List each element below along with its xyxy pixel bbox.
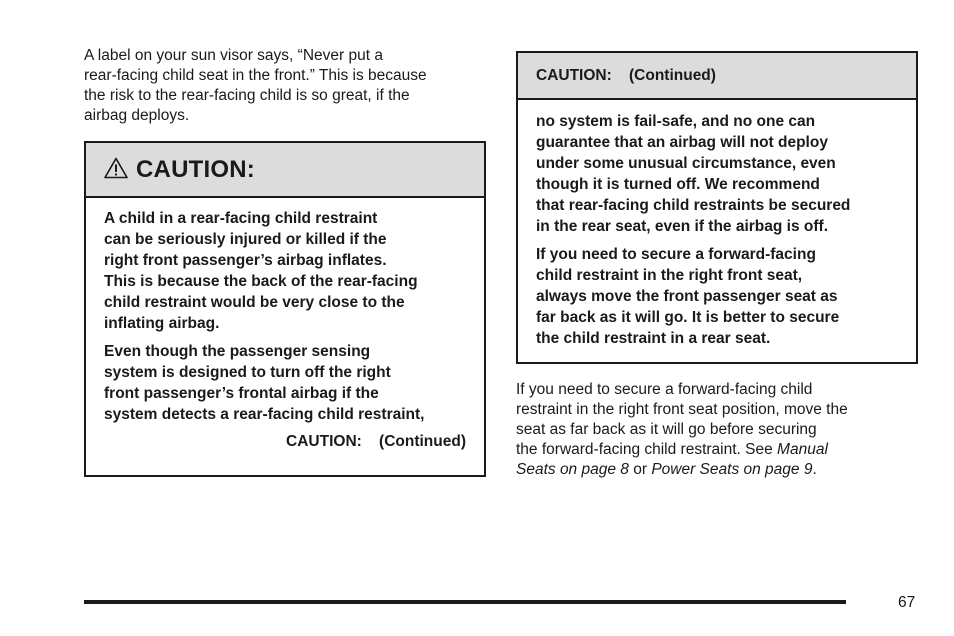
- caution-paragraph: [536, 111, 898, 237]
- paragraph-line: restraint in the right front seat position, move the: [516, 401, 848, 418]
- caution-paragraph: [104, 208, 466, 334]
- caution-continued-box: [516, 51, 918, 364]
- intro-line: airbag deploys.: [84, 107, 190, 124]
- caution-line: in the rear seat, even if the airbag is off.: [536, 218, 829, 235]
- caution-line: guarantee that an airbag will not deploy: [536, 134, 828, 151]
- caution-continued-body: [518, 100, 916, 349]
- caution-title: CAUTION:: [136, 155, 255, 183]
- caution-line: far back as it will go. It is better to secure: [536, 309, 840, 326]
- caution-box: [84, 141, 486, 477]
- paragraph-text: or: [628, 461, 652, 478]
- intro-line: the risk to the rear-facing child is so great, if the: [84, 87, 410, 104]
- footer-rule: [84, 600, 846, 604]
- intro-line: rear-facing child seat in the front.” This is because: [84, 67, 427, 84]
- manual-seats-link-cont[interactable]: Seats on page 8: [516, 461, 629, 478]
- power-seats-link[interactable]: Power Seats on page 9: [651, 461, 813, 478]
- caution-line: front passenger’s frontal airbag if the: [104, 385, 379, 402]
- caution-body: [86, 198, 484, 451]
- paragraph-line: [516, 440, 848, 460]
- caution-continued-header: [518, 53, 916, 100]
- caution-paragraph: [104, 341, 466, 425]
- caution-line: This is because the back of the rear-facing: [104, 273, 418, 290]
- caution-continued-title: CAUTION: (Continued): [536, 66, 716, 84]
- caution-line: child restraint would be very close to the: [104, 294, 405, 311]
- caution-line: always move the front passenger seat as: [536, 288, 838, 305]
- intro-paragraph: [84, 46, 486, 126]
- page-number: 67: [898, 594, 916, 611]
- caution-line: right front passenger’s airbag inflates.: [104, 252, 387, 269]
- manual-seats-link[interactable]: Manual: [777, 441, 828, 458]
- caution-line: inflating airbag.: [104, 315, 220, 332]
- intro-line: A label on your sun visor says, “Never put a: [84, 47, 383, 64]
- paragraph-text: .: [812, 461, 817, 478]
- caution-line: system is designed to turn off the right: [104, 364, 391, 381]
- right-column: [516, 51, 918, 478]
- caution-line: under some unusual circumstance, even: [536, 155, 836, 172]
- caution-line: A child in a rear-facing child restraint: [104, 210, 378, 227]
- forward-facing-paragraph: [516, 380, 848, 480]
- paragraph-text: the forward-facing child restraint. See: [516, 441, 778, 458]
- caution-continued-label: CAUTION: (Continued): [286, 433, 466, 450]
- caution-line: though it is turned off. We recommend: [536, 176, 820, 193]
- caution-line: that rear-facing child restraints be secured: [536, 197, 851, 214]
- left-column: [84, 46, 486, 450]
- paragraph-line: seat as far back as it will go before securing: [516, 421, 817, 438]
- caution-line: no system is fail-safe, and no one can: [536, 113, 816, 130]
- caution-line: can be seriously injured or killed if the: [104, 231, 387, 248]
- paragraph-line: [516, 460, 848, 480]
- caution-paragraph: [536, 244, 898, 349]
- caution-line: system detects a rear-facing child restraint,: [104, 406, 425, 423]
- caution-line: the child restraint in a rear seat.: [536, 330, 771, 347]
- paragraph-line: If you need to secure a forward-facing child: [516, 381, 813, 398]
- caution-line: child restraint in the right front seat,: [536, 267, 803, 284]
- caution-line: Even though the passenger sensing: [104, 343, 371, 360]
- caution-line: If you need to secure a forward-facing: [536, 246, 816, 263]
- warning-triangle-icon: [104, 157, 128, 179]
- caution-header: [86, 143, 484, 198]
